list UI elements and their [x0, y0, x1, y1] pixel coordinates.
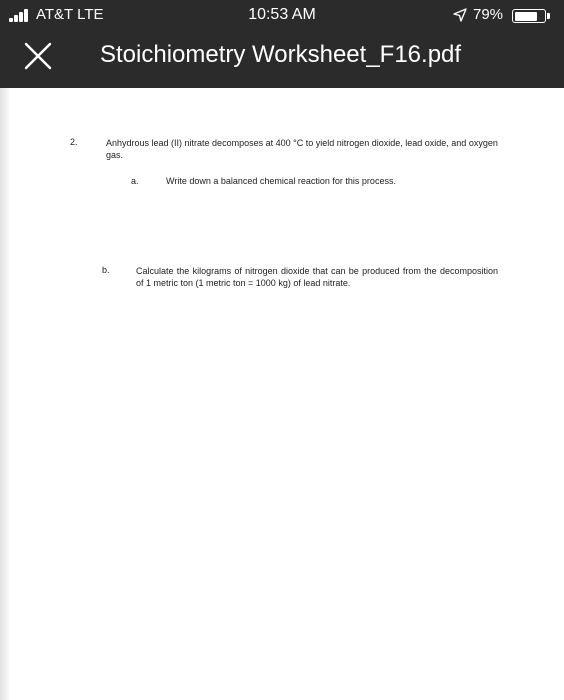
question-text: Anhydrous lead (II) nitrate decomposes at 400 °C to yield nitrogen dioxide, lead oxide, and oxygen gas.: [106, 138, 498, 160]
clock: 10:53 AM: [248, 6, 316, 23]
battery-percent: 79%: [473, 6, 504, 23]
page-edge-shadow: [0, 88, 9, 700]
carrier-label: AT&T LTE: [36, 6, 104, 23]
part-b-text: Calculate the kilograms of nitrogen dioxide that can be produced from the decomposition of 1 metric ton (1 metric ton = 1000 kg) of lead nitrate.: [136, 266, 498, 288]
part-a-label: a.: [131, 176, 139, 186]
close-icon: [22, 40, 54, 72]
top-bar: [0, 0, 564, 88]
battery-fill: [515, 12, 537, 21]
part-a-text: Write down a balanced chemical reaction for this process.: [166, 176, 396, 186]
battery-tip: [547, 13, 550, 19]
part-b-label: b.: [102, 265, 110, 275]
location-arrow-icon: [453, 8, 467, 22]
battery-icon: [512, 9, 546, 23]
close-button[interactable]: [22, 40, 54, 72]
status-bar: [0, 0, 564, 30]
document-title: Stoichiometry Worksheet_F16.pdf: [100, 41, 462, 68]
pdf-page[interactable]: [0, 88, 564, 700]
question-number: 2.: [70, 137, 78, 147]
